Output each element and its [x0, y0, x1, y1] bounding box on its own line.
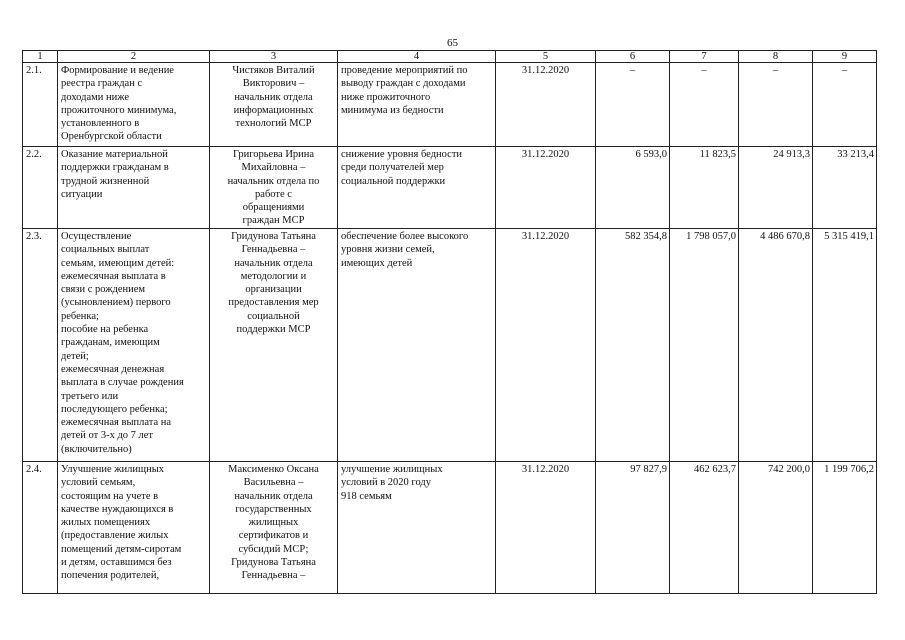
column-number: 5 [496, 51, 596, 63]
value-cell: – [813, 63, 877, 147]
measure-cell: Оказание материальной поддержки гражданам в трудной жизненной ситуации [58, 147, 210, 229]
value-cell: 5 315 419,1 [813, 229, 877, 462]
result-cell: снижение уровня бедности среди получателей мер социальной поддержки [338, 147, 496, 229]
responsible-cell: Григорьева Ирина Михайловна – начальник отдела по работе с обращениями граждан МСР [210, 147, 338, 229]
value-cell: – [596, 63, 670, 147]
table-row [23, 147, 877, 229]
value-cell: 462 623,7 [670, 462, 739, 594]
column-number: 9 [813, 51, 877, 63]
result-cell: обеспечение более высокого уровня жизни семей, имеющих детей [338, 229, 496, 462]
column-number: 8 [739, 51, 813, 63]
value-cell: 4 486 670,8 [739, 229, 813, 462]
table-row [23, 462, 877, 594]
value-cell: 24 913,3 [739, 147, 813, 229]
column-number-row [23, 51, 877, 63]
row-number: 2.3. [23, 229, 58, 462]
column-number: 3 [210, 51, 338, 63]
measure-cell: Формирование и ведение реестра граждан с доходами ниже прожиточного минимума, установленного в Оренбургской области [58, 63, 210, 147]
value-cell: 742 200,0 [739, 462, 813, 594]
deadline-cell: 31.12.2020 [496, 462, 596, 594]
page-number: 65 [447, 37, 458, 49]
value-cell: 6 593,0 [596, 147, 670, 229]
responsible-cell: Гридунова Татьяна Геннадьевна – начальник отдела методологии и организации предоставления мер социальной поддержки МСР [210, 229, 338, 462]
table-row [23, 63, 877, 147]
result-cell: улучшение жилищных условий в 2020 году 918 семьям [338, 462, 496, 594]
measure-cell: Улучшение жилищных условий семьям, состоящим на учете в качестве нуждающихся в жилых помещениях (предоставление жилых помещений детям-сиротам и детям, оставшимся без попечения родителей, [58, 462, 210, 594]
row-number: 2.1. [23, 63, 58, 147]
value-cell: – [739, 63, 813, 147]
deadline-cell: 31.12.2020 [496, 229, 596, 462]
value-cell: – [670, 63, 739, 147]
value-cell: 33 213,4 [813, 147, 877, 229]
program-measures-table [22, 50, 877, 594]
column-number: 6 [596, 51, 670, 63]
result-cell: проведение мероприятий по выводу граждан с доходами ниже прожиточного минимума из бедности [338, 63, 496, 147]
deadline-cell: 31.12.2020 [496, 147, 596, 229]
measure-cell: Осуществление социальных выплат семьям, имеющим детей: ежемесячная выплата в связи с рождением (усыновлением) первого ребенка; пособие на ребенка гражданам, имеющим детей; ежемесячная денежная выплата в случае рождения третьего или последующего ребенка; ежемесячная выплата на детей от 3-х до 7 лет (включительно) [58, 229, 210, 462]
table-row [23, 229, 877, 462]
deadline-cell: 31.12.2020 [496, 63, 596, 147]
column-number: 2 [58, 51, 210, 63]
column-number: 1 [23, 51, 58, 63]
column-number: 4 [338, 51, 496, 63]
value-cell: 1 798 057,0 [670, 229, 739, 462]
responsible-cell: Чистяков Виталий Викторович – начальник отдела информационных технологий МСР [210, 63, 338, 147]
value-cell: 582 354,8 [596, 229, 670, 462]
value-cell: 11 823,5 [670, 147, 739, 229]
row-number: 2.4. [23, 462, 58, 594]
value-cell: 97 827,9 [596, 462, 670, 594]
responsible-cell: Максименко Оксана Васильевна – начальник отдела государственных жилищных сертификатов и субсидий МСР; Гридунова Татьяна Геннадьевна – [210, 462, 338, 594]
row-number: 2.2. [23, 147, 58, 229]
value-cell: 1 199 706,2 [813, 462, 877, 594]
column-number: 7 [670, 51, 739, 63]
